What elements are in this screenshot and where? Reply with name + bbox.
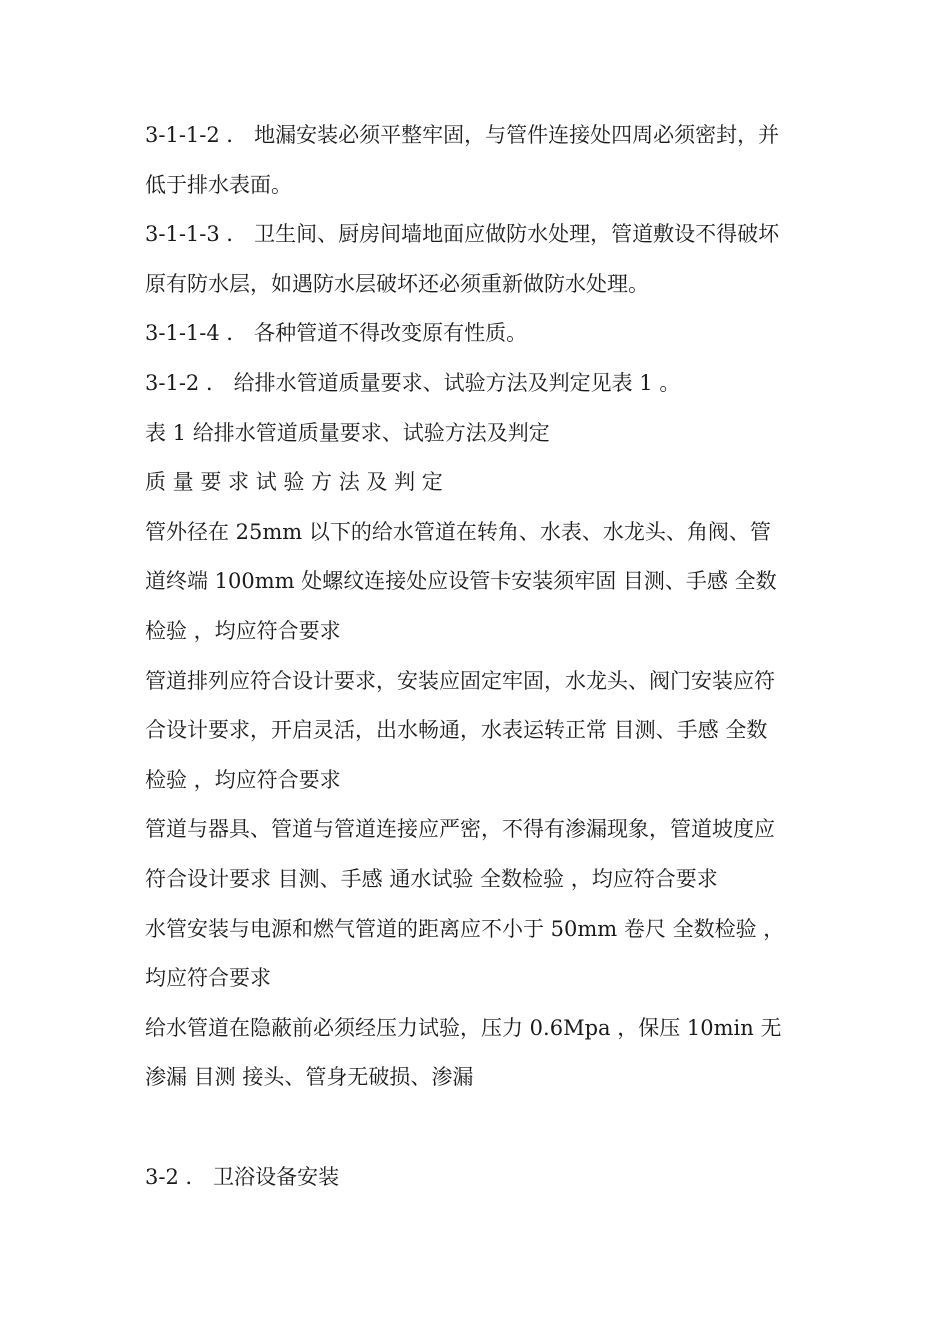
text-line: 3-1-1-2 ． 地漏安装必须平整牢固，与管件连接处四周必须密封，并 — [145, 123, 780, 147]
table-row-text: 合设计要求，开启灵活，出水畅通，水表运转正常 目测、手感 全数 — [145, 718, 768, 743]
text-line: 低于排水表面。 — [145, 172, 292, 197]
table-row-text: 渗漏 目测 接头、管身无破损、渗漏 — [145, 1065, 474, 1090]
text-line: 3-1-1-3 ． 卫生间、厨房间墙地面应做防水处理，管道敷设不得破坏 — [145, 222, 780, 247]
document-body — [145, 111, 835, 1202]
table-row-text: 符合设计要求 目测、手感 通水试验 全数检验 ，均应符合要求 — [145, 866, 718, 891]
section-heading: 3-2 ． 卫浴设备安装 — [145, 1164, 340, 1189]
table-header: 质 量 要 求 试 验 方 法 及 判 定 — [145, 470, 443, 495]
table-row-text: 管道排列应符合设计要求，安装应固定牢固，水龙头、阀门安装应符 — [145, 668, 775, 693]
table-row-text: 水管安装与电源和燃气管道的距离应不小于 50mm 卷尺 全数检验 ， — [145, 916, 785, 941]
table-row-text: 管道与器具、管道与管道连接应严密，不得有渗漏现象，管道坡度应 — [145, 817, 775, 842]
text-line: 3-1-1-4 ． 各种管道不得改变原有性质。 — [145, 321, 528, 346]
text-line: 3-1-2 ． 给排水管道质量要求、试验方法及判定见表 1 。 — [145, 370, 681, 395]
table-row-text: 检验 ，均应符合要求 — [145, 618, 341, 643]
text-line: 原有防水层，如遇防水层破坏还必须重新做防水处理。 — [145, 271, 649, 296]
table-row-text: 检验 ，均应符合要求 — [145, 767, 341, 792]
table-row-text: 道终端 100mm 处螺纹连接处应设管卡安装须牢固 目测、手感 全数 — [145, 569, 777, 594]
table-row-text: 均应符合要求 — [145, 966, 271, 991]
table-row-text: 管外径在 25mm 以下的给水管道在转角、水表、水龙头、角阀、管 — [145, 519, 771, 544]
table-caption: 表 1 给排水管道质量要求、试验方法及判定 — [145, 420, 550, 445]
table-row-text: 给水管道在隐蔽前必须经压力试验，压力 0.6Mpa ，保压 10min 无 — [145, 1015, 782, 1040]
